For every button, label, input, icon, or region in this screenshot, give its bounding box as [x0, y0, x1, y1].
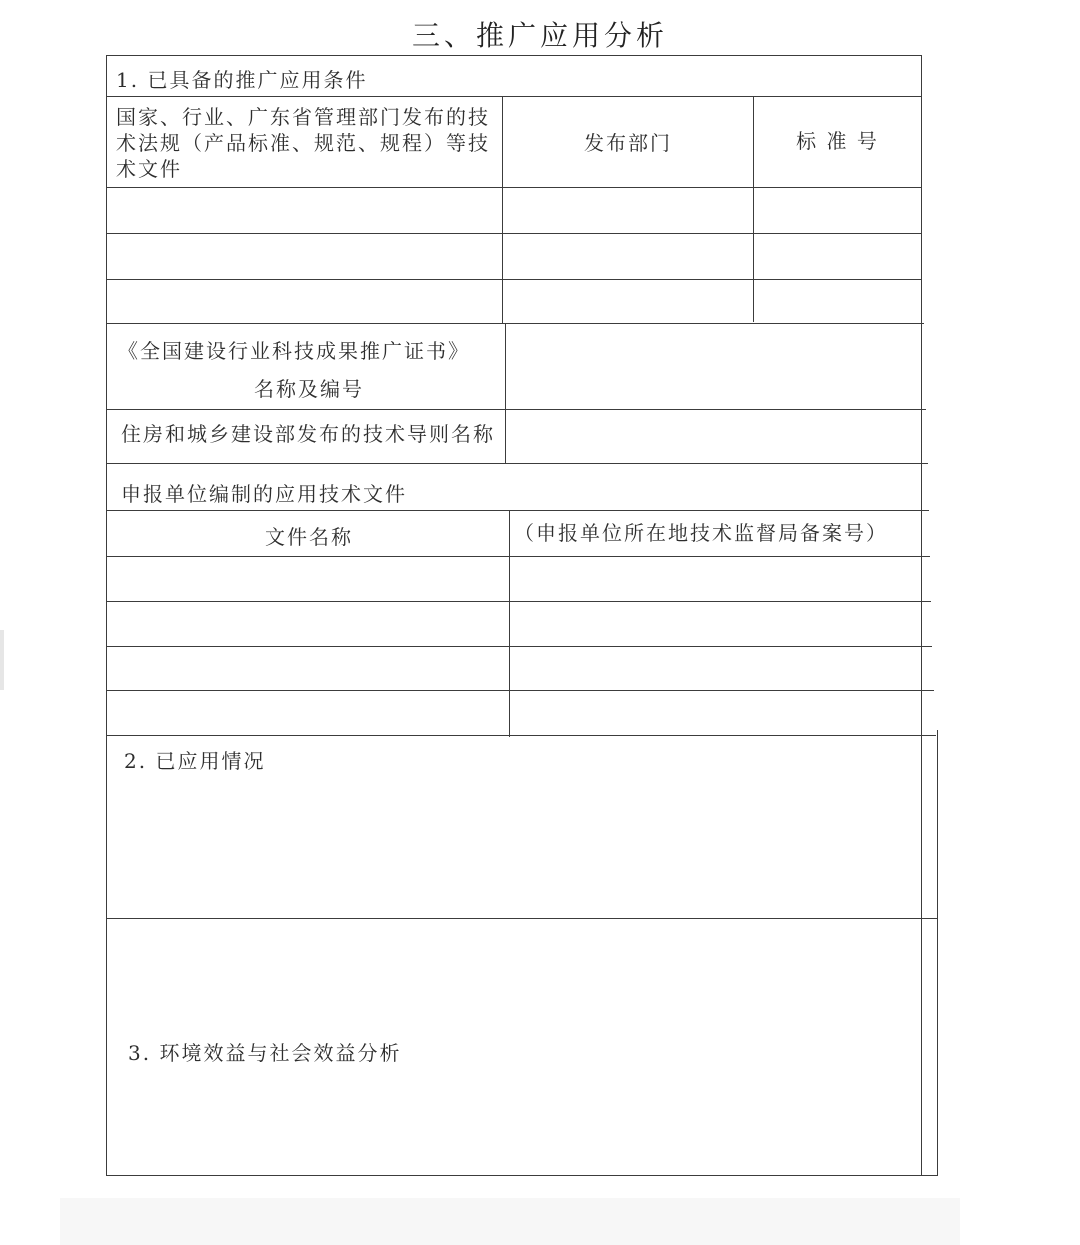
- row-divider: [106, 735, 936, 736]
- company-docs-heading: 申报单位编制的应用技术文件: [121, 482, 407, 506]
- row-divider: [106, 233, 921, 234]
- scan-edge-mark: [0, 630, 4, 690]
- border-right-lower: [937, 730, 938, 1176]
- std-docs-label: 国家、行业、广东省管理部门发布的技术法规（产品标准、规范、规程）等技术文件: [116, 105, 490, 181]
- row-divider: [106, 510, 929, 511]
- border-left: [106, 55, 107, 1176]
- row-divider: [106, 646, 932, 647]
- border-bottom: [106, 1175, 938, 1176]
- page-title: 三、推广应用分析: [411, 19, 668, 52]
- section2-heading: 2. 已应用情况: [124, 749, 266, 773]
- dept-header: 发布部门: [584, 131, 672, 155]
- row-divider: [106, 918, 938, 919]
- row-divider: [106, 187, 921, 188]
- file-name-header: 文件名称: [265, 525, 353, 549]
- row-divider: [106, 463, 928, 464]
- row-divider: [106, 279, 921, 280]
- row-divider: [106, 690, 934, 691]
- row-divider: [106, 556, 930, 557]
- row-divider: [106, 96, 921, 97]
- border-top: [106, 55, 921, 56]
- scan-shadow: [60, 1198, 960, 1245]
- col-divider-files: [509, 510, 510, 737]
- row-divider: [106, 601, 931, 602]
- col-divider-cert: [505, 323, 506, 464]
- border-right: [921, 55, 922, 1176]
- filing-no-header: （申报单位所在地技术监督局备案号）: [514, 521, 888, 545]
- section3-heading: 3. 环境效益与社会效益分析: [128, 1041, 402, 1065]
- certificate-label-line2: 名称及编号: [254, 377, 364, 401]
- mohurd-label: 住房和城乡建设部发布的技术导则名称: [121, 422, 495, 446]
- row-divider: [106, 323, 924, 324]
- std-no-header: 标 准 号: [796, 129, 879, 153]
- section1-heading: 1. 已具备的推广应用条件: [116, 68, 368, 92]
- row-divider: [106, 409, 926, 410]
- certificate-label-line1: 《全国建设行业科技成果推广证书》: [118, 339, 470, 363]
